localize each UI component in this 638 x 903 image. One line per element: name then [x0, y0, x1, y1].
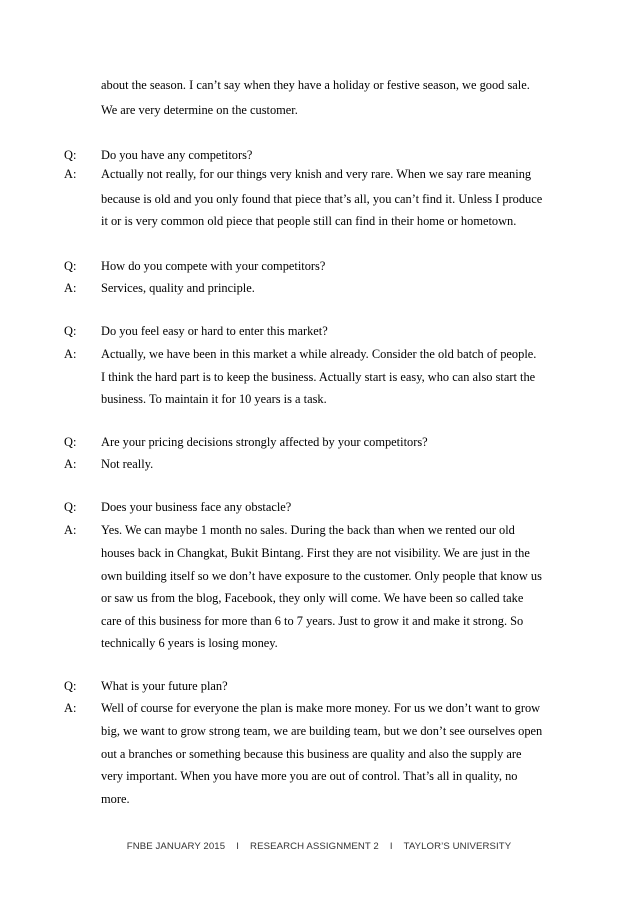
answer-line: care of this business for more than 6 to 7 years. Just to grow it and make it strong. So — [101, 614, 524, 628]
question-label: Q: — [64, 500, 77, 514]
intro-line: We are very determine on the customer. — [101, 103, 298, 117]
answer-label: A: — [64, 701, 77, 715]
question-label: Q: — [64, 435, 77, 449]
question-text: How do you compete with your competitors? — [101, 259, 326, 273]
question-text: Do you feel easy or hard to enter this market? — [101, 324, 328, 338]
answer-line: Actually, we have been in this market a while already. Consider the old batch of people. — [101, 347, 537, 361]
question-label: Q: — [64, 148, 77, 162]
page-footer: FNBE JANUARY 2015 I RESEARCH ASSIGNMENT 2 I TAYLOR’S UNIVERSITY — [126, 841, 512, 852]
answer-line: very important. When you have more you are out of control. That’s all in quality, no — [101, 769, 518, 783]
answer-line: houses back in Changkat, Bukit Bintang. First they are not visibility. We are just in the — [101, 546, 530, 560]
answer-line: it or is very common old piece that people still can find in their home or hometown. — [101, 214, 517, 228]
intro-line: about the season. I can’t say when they have a holiday or festive season, we good sale. — [101, 78, 530, 92]
question-text: Does your business face any obstacle? — [101, 500, 292, 514]
answer-line: technically 6 years is losing money. — [101, 636, 278, 650]
answer-line: big, we want to grow strong team, we are building team, but we don’t see ourselves open — [101, 724, 543, 738]
question-label: Q: — [64, 259, 77, 273]
question-text: Are your pricing decisions strongly affected by your competitors? — [101, 435, 428, 449]
answer-line: out a branches or something because this business are quality and also the supply are — [101, 747, 522, 761]
answer-line: Actually not really, for our things very knish and very rare. When we say rare meaning — [101, 167, 532, 181]
answer-line: Well of course for everyone the plan is make more money. For us we don’t want to grow — [101, 701, 541, 715]
answer-line: business. To maintain it for 10 years is a task. — [101, 392, 327, 406]
answer-line: Not really. — [101, 457, 154, 471]
answer-line: Yes. We can maybe 1 month no sales. During the back than when we rented our old — [101, 523, 515, 537]
question-label: Q: — [64, 679, 77, 693]
answer-label: A: — [64, 457, 77, 471]
answer-line: I think the hard part is to keep the business. Actually start is easy, who can also start the — [101, 370, 536, 384]
answer-label: A: — [64, 523, 77, 537]
question-text: Do you have any competitors? — [101, 148, 253, 162]
answer-label: A: — [64, 167, 77, 181]
question-text: What is your future plan? — [101, 679, 228, 693]
answer-line: Services, quality and principle. — [101, 281, 255, 295]
answer-label: A: — [64, 347, 77, 361]
answer-line: own building itself so we don’t have exposure to the customer. Only people that know us — [101, 569, 542, 583]
answer-line: because is old and you only found that piece that’s all, you can’t find it. Unless I produce — [101, 192, 543, 206]
question-label: Q: — [64, 324, 77, 338]
answer-label: A: — [64, 281, 77, 295]
answer-line: more. — [101, 792, 130, 806]
answer-line: or saw us from the blog, Facebook, they only will come. We have been so called take — [101, 591, 524, 605]
